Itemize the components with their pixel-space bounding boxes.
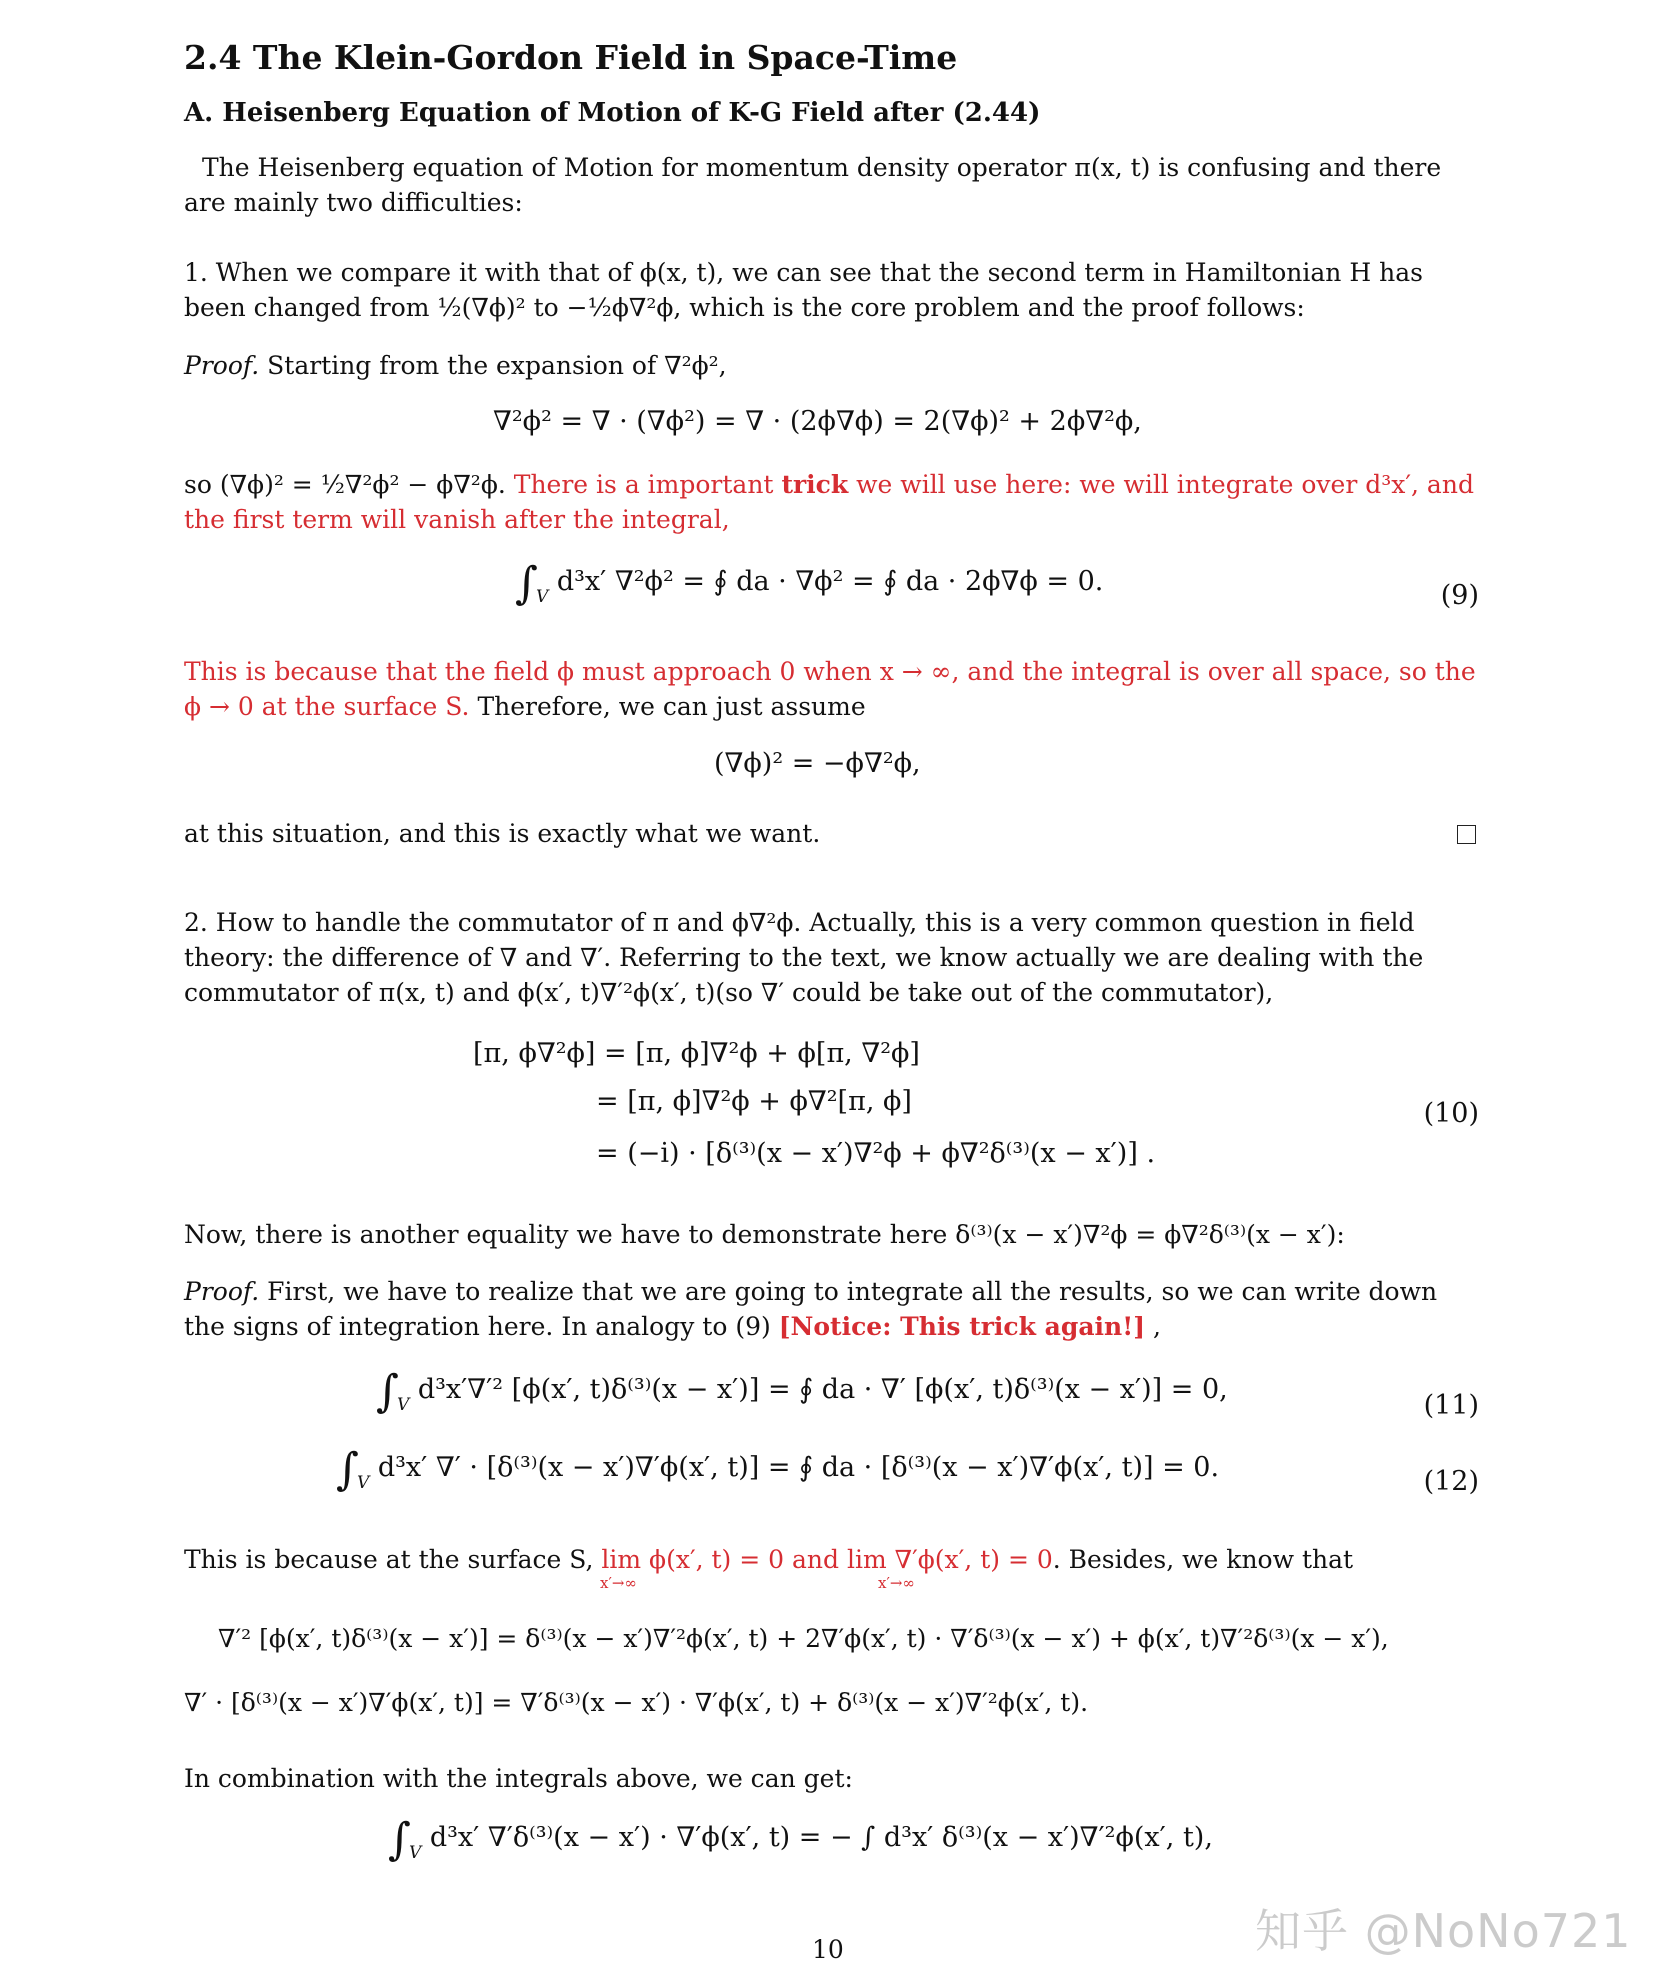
trick-paragraph: so (∇ϕ)² = ½∇²ϕ² − ϕ∇²ϕ. There is a important trick we will use here: we will integrate over d³x′, and the first term will vanish after the integral, [184, 470, 1474, 534]
proof-label: Proof. [184, 1277, 260, 1306]
subsection-title: A. Heisenberg Equation of Motion of K-G Field after (2.44) [184, 98, 1041, 128]
equation-number-10: (10) [1423, 1098, 1479, 1129]
equation-expansion-divergence: ∇′ · [δ⁽³⁾(x − x′)∇′ϕ(x′, t)] = ∇′δ⁽³⁾(x − x′) · ∇′ϕ(x′, t) + δ⁽³⁾(x − x′)∇′²ϕ(x′, t). [184, 1688, 1089, 1717]
now-paragraph: Now, there is another equality we have to demonstrate here δ⁽³⁾(x − x′)∇²ϕ = ϕ∇²δ⁽³⁾(x − x′): [184, 1220, 1345, 1249]
notice-highlight: [Notice: This trick again!] [778, 1312, 1146, 1341]
qed-box [1457, 825, 1476, 844]
equation-11: $\int_V$ d³x′∇′² [ϕ(x′, t)δ⁽³⁾(x − x′)] = ∮ da · ∇′ [ϕ(x′, t)δ⁽³⁾(x − x′)] = 0, [376, 1366, 1228, 1417]
limit-subscript-2: x′→∞ [878, 1574, 915, 1592]
equation-12: $\int_V$ d³x′ ∇′ · [δ⁽³⁾(x − x′)∇′ϕ(x′, t)] = ∮ da · [δ⁽³⁾(x − x′)∇′ϕ(x′, t)] = 0. [336, 1444, 1220, 1495]
limit-subscript-1: x′→∞ [600, 1574, 637, 1592]
equation-expansion: ∇²ϕ² = ∇ · (∇ϕ²) = ∇ · (2ϕ∇ϕ) = 2(∇ϕ)² + 2ϕ∇²ϕ, [493, 406, 1142, 437]
equation-assume: (∇ϕ)² = −ϕ∇²ϕ, [714, 748, 921, 779]
equation-9: $\int_V$ d³x′ ∇²ϕ² = ∮ da · ∇ϕ² = ∮ da · 2ϕ∇ϕ = 0. [515, 558, 1104, 609]
watermark: 知乎 @NoNo721 [1255, 1904, 1632, 1958]
equation-final: $\int_V$ d³x′ ∇′δ⁽³⁾(x − x′) · ∇′ϕ(x′, t) = − ∫ d³x′ δ⁽³⁾(x − x′)∇′²ϕ(x′, t), [388, 1814, 1213, 1865]
item-2-paragraph: 2. How to handle the commutator of π and ϕ∇²ϕ. Actually, this is a very common question in field theory: the difference of ∇ and ∇′. Referring to the text, we know actually we are dealing with the commutator of π(x, t) and ϕ(x′, t)∇′²ϕ(x′, t)(so ∇′ could be take out of the commutator), [184, 908, 1424, 1007]
surface-paragraph: This is because at the surface S, lim ϕ(x′, t) = 0 and lim ∇′ϕ(x′, t) = 0. Besides, we know that [184, 1545, 1354, 1574]
intro-paragraph: The Heisenberg equation of Motion for momentum density operator π(x, t) is confusing and there are mainly two difficulties: [184, 153, 1442, 217]
page-number: 10 [812, 1935, 844, 1964]
integral-sign: ∫ [388, 1814, 411, 1865]
equation-10-line-1: [π, ϕ∇²ϕ] = [π, ϕ]∇²ϕ + ϕ[π, ∇²ϕ] [473, 1038, 920, 1069]
proof-1-intro: Proof. Starting from the expansion of ∇²ϕ², [184, 351, 727, 380]
combination-line: In combination with the integrals above, we can get: [184, 1764, 853, 1793]
equation-number-9: (9) [1440, 580, 1479, 611]
integral-sign: ∫ [336, 1444, 359, 1495]
equation-number-11: (11) [1423, 1390, 1479, 1421]
integral-sign: ∫ [376, 1366, 399, 1417]
equation-expansion-laplacian: ∇′² [ϕ(x′, t)δ⁽³⁾(x − x′)] = δ⁽³⁾(x − x′)∇′²ϕ(x′, t) + 2∇′ϕ(x′, t) · ∇′δ⁽³⁾(x − x′) + ϕ(x′, t)∇′²δ⁽³⁾(x − x′), [218, 1624, 1389, 1653]
equation-10-line-3: = (−i) · [δ⁽³⁾(x − x′)∇²ϕ + ϕ∇²δ⁽³⁾(x − x′)] . [596, 1138, 1156, 1169]
because-paragraph: This is because that the field ϕ must approach 0 when x → ∞, and the integral is over all space, so the ϕ → 0 at the surface S. Therefore, we can just assume [184, 657, 1476, 721]
trick-highlight: trick [781, 470, 849, 499]
item-1-paragraph: 1. When we compare it with that of ϕ(x, t), we can see that the second term in Hamiltonian H has been changed from ½(∇ϕ)² to −½ϕ∇²ϕ, which is the core problem and the proof follows: [184, 258, 1423, 322]
section-title: 2.4 The Klein-Gordon Field in Space-Time [184, 38, 958, 77]
equation-10-line-2: = [π, ϕ]∇²ϕ + ϕ∇²[π, ϕ] [596, 1086, 912, 1117]
proof-2-paragraph: Proof. First, we have to realize that we are going to integrate all the results, so we can write down the signs of integration here. In analogy to (9) [Notice: This trick again!] , [184, 1277, 1438, 1341]
situation-line: at this situation, and this is exactly what we want. [184, 819, 821, 848]
limits-highlight: lim ϕ(x′, t) = 0 and lim ∇′ϕ(x′, t) = 0 [601, 1545, 1053, 1574]
equation-number-12: (12) [1423, 1466, 1479, 1497]
integral-sign: ∫ [515, 558, 538, 609]
proof-label: Proof. [184, 351, 260, 380]
